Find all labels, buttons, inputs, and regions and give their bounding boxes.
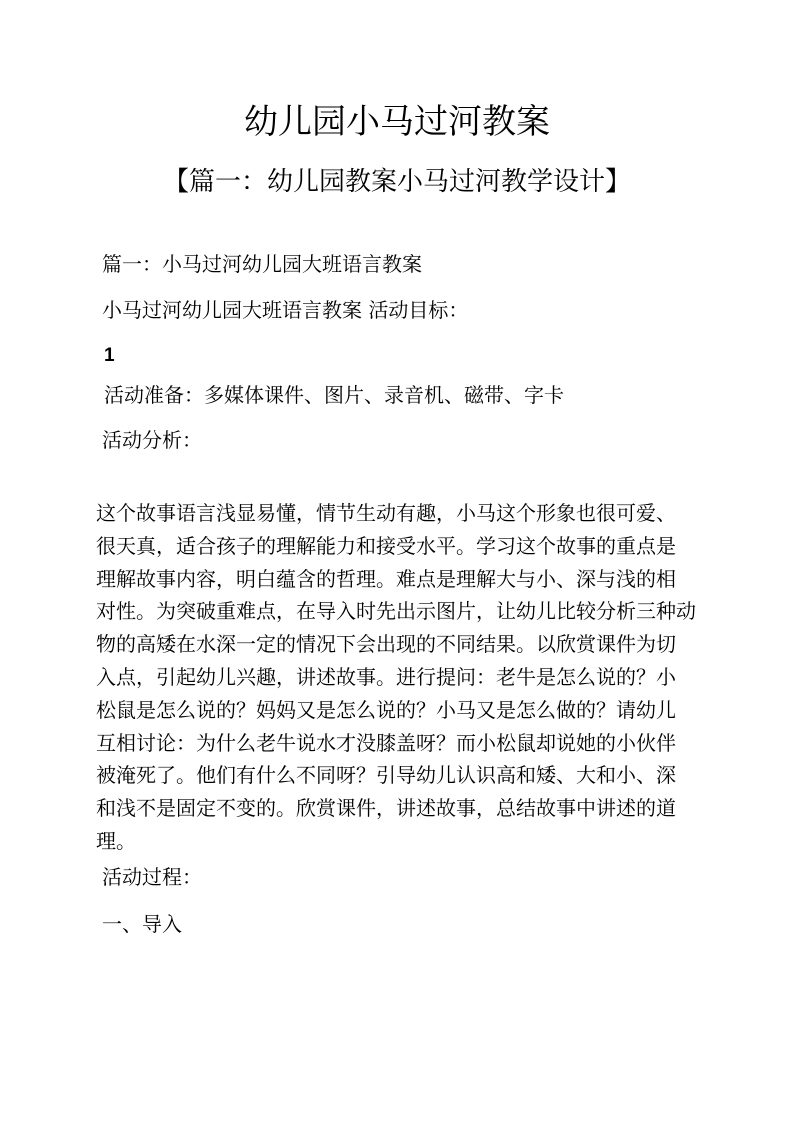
paragraph-line: 很天真，适合孩子的理解能力和接受水平。学习这个故事的重点是 [96,533,676,558]
section-heading-1: 篇一：小马过河幼儿园大班语言教案 [102,252,422,276]
paragraph-line: 对性。为突破重难点，在导入时先出示图片，让幼儿比较分析三种动 [96,599,696,624]
paragraph-line: 松鼠是怎么说的？妈妈又是怎么说的？小马又是怎么做的？请幼儿 [96,697,676,722]
activity-preparation: 活动准备：多媒体课件、图片、录音机、磁带、字卡 [104,383,564,407]
paragraph-line: 这个故事语言浅显易懂，情节生动有趣，小马这个形象也很可爱、 [96,501,676,525]
paragraph-line: 理。 [96,828,136,853]
analysis-heading: 活动分析： [102,428,202,452]
document-title: 幼儿园小马过河教案 [244,102,550,142]
process-heading: 活动过程： [102,865,202,889]
paragraph-line: 和浅不是固定不变的。欣赏课件，讲述故事，总结故事中讲述的道 [96,796,676,821]
process-step-1: 一、导入 [102,912,182,936]
paragraph-line: 理解故事内容，明白蕴含的哲理。难点是理解大与小、深与浅的相 [96,566,676,591]
document-subtitle: 【篇一：幼儿园教案小马过河教学设计】 [162,167,631,197]
item-number: 1 [104,345,115,366]
paragraph-line: 物的高矮在水深一定的情况下会出现的不同结果。以欣赏课件为切 [96,632,676,657]
paragraph-line: 入点，引起幼儿兴趣，讲述故事。进行提问：老牛是怎么说的？小 [96,664,676,689]
paragraph-line: 被淹死了。他们有什么不同呀？引导幼儿认识高和矮、大和小、深 [96,763,676,788]
section-heading-2: 小马过河幼儿园大班语言教案 活动目标： [102,298,469,322]
paragraph-line: 互相讨论：为什么老牛说水才没膝盖呀？而小松鼠却说她的小伙伴 [96,730,676,755]
analysis-paragraph [96,497,696,858]
